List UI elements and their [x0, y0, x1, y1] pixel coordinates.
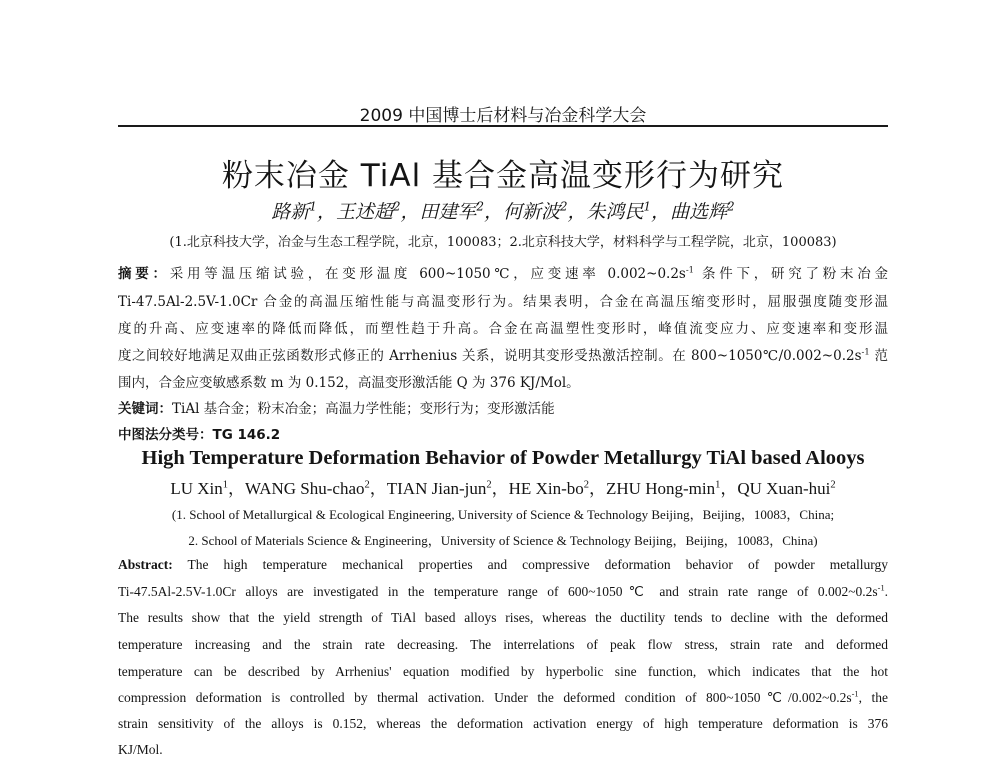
- conference-header: 2009 中国博士后材料与冶金科学大会: [359, 106, 647, 126]
- author-separator: ，: [567, 201, 587, 223]
- chinese-keywords: 关键词：TiAl 基合金；粉末冶金；高温力学性能；变形行为；变形激活能: [118, 401, 555, 417]
- english-abstract-line: Abstract: The high temperature mechanical properties and compressive deformation behavior of powder metallurgy: [118, 557, 888, 572]
- english-abstract-line: The results show that the yield strength of TiAl based alloys rises, whereas the ductility tends to decline with the deformed: [118, 610, 888, 625]
- author-affiliation-mark: 2: [583, 479, 589, 491]
- author-affiliation-mark: 1: [643, 199, 652, 214]
- english-title: High Temperature Deformation Behavior of Powder Metallurgy TiAl based Alooys: [141, 447, 865, 469]
- chinese-abstract-line: 度的升高、应变速率的降低而降低，而塑性趋于升高。合金在高温塑性变形时，峰值流变应力、应变速率和变形温: [118, 321, 888, 337]
- author-name: LU Xin: [170, 479, 223, 498]
- author-separator: ，: [589, 479, 606, 498]
- author-affiliation-mark: 2: [392, 199, 401, 214]
- author-affiliation-mark: 2: [476, 199, 484, 214]
- author-affiliation-mark: 2: [727, 199, 735, 214]
- author-affiliation-mark: 2: [830, 479, 836, 491]
- chinese-affiliation: (1.北京科技大学，冶金与生态工程学院，北京，100083；2.北京科技大学，材料科学与工程学院，北京，100083): [169, 235, 837, 250]
- author-separator: ，: [228, 479, 246, 498]
- author-separator: ，: [483, 201, 503, 223]
- english-abstract-line: temperature increasing and the strain rate decreasing. The interrelations of peak flow stress, strain rate and deformed: [118, 637, 888, 652]
- keywords-label: 关键词：: [118, 401, 172, 417]
- author-affiliation-mark: 2: [364, 479, 370, 491]
- english-authors: [118, 474, 888, 499]
- author-affiliation-mark: 1: [715, 479, 721, 491]
- chinese-authors: [118, 197, 888, 224]
- author-name: ZHU Hong-min: [606, 479, 716, 498]
- english-abstract-line: compression deformation is controlled by thermal activation. Under the deformed condition of $800\sim 1050℃/0.002\sim 0.2s^{-1}$, the: [118, 689, 888, 705]
- author-separator: ，: [316, 201, 336, 223]
- clc-label: 中图法分类号：: [118, 427, 213, 443]
- author-separator: ，: [369, 479, 387, 498]
- chinese-abstract-label: 摘要：: [118, 266, 170, 282]
- author-name: QU Xuan-hui: [737, 479, 831, 498]
- chinese-title: 粉末冶金 TiAl 基合金高温变形行为研究: [221, 158, 785, 194]
- author-name: 路新: [271, 201, 310, 223]
- english-abstract-line: strain sensitivity of the alloys is 0.152, whereas the deformation activation energy of high temperature deformation is 376: [118, 716, 888, 731]
- author-name: 田建军: [419, 201, 477, 223]
- author-name: 何新波: [503, 201, 561, 223]
- chinese-abstract-line: 围内，合金应变敏感系数 m 为 0.152，高温变形激活能 Q 为 376 KJ/Mol。: [118, 375, 580, 391]
- chinese-abstract-line: 度之间较好地满足双曲正弦函数形式修正的 Arrhenius 关系，说明其变形受热激活控制。在 $800\sim 1050℃/0.002\sim 0.2s^{-1}$ 范: [118, 346, 888, 364]
- english-abstract-line: Ti-47.5Al-2.5V-1.0Cr alloys are investigated in the temperature range of 600~1050℃ and strain rate range of $0.002\sim 0.2s^{-1}$.: [118, 583, 888, 599]
- author-affiliation-mark: 1: [222, 479, 229, 491]
- author-name: HE Xin-bo: [508, 479, 584, 498]
- author-separator: ，: [491, 479, 509, 498]
- english-abstract-line: temperature can be described by Arrhenius' equation modified by hyperbolic sine function, which indicates that the hot: [118, 664, 888, 679]
- author-name: WANG Shu-chao: [245, 479, 365, 498]
- english-abstract-line: KJ/Mol.: [118, 742, 163, 757]
- english-affiliation-1: (1. School of Metallurgical & Ecological Engineering, University of Science & Technology Beijing，Beijing，10083，China;: [171, 507, 835, 522]
- author-affiliation-mark: 2: [560, 199, 568, 214]
- english-affiliation-2: 2. School of Materials Science & Engineering，University of Science & Technology Beijing，Beijing，10083，China): [188, 533, 818, 548]
- author-separator: ，: [400, 201, 420, 223]
- chinese-clc: 中图法分类号：TG 146.2: [118, 427, 281, 443]
- author-name: 朱鸿民: [586, 201, 644, 223]
- header-rule: [118, 125, 888, 127]
- author-affiliation-mark: 1: [309, 199, 317, 214]
- author-name: 王述超: [335, 201, 393, 223]
- author-separator: ，: [720, 479, 738, 498]
- english-abstract-label: Abstract:: [118, 557, 173, 572]
- chinese-abstract-line: Ti-47.5Al-2.5V-1.0Cr 合金的高温压缩性能与高温变形行为。结果表明，合金在高温压缩变形时，屈服强度随变形温: [118, 294, 888, 310]
- author-name: TIAN Jian-jun: [386, 479, 487, 498]
- author-separator: ，: [651, 201, 671, 223]
- author-name: 曲选辉: [670, 201, 728, 223]
- author-affiliation-mark: 2: [486, 479, 492, 491]
- chinese-abstract-line: 摘要：采用等温压缩试验，在变形温度 600~1050℃，应变速率 $0.002\sim 0.2s^{-1}$ 条件下，研究了粉末冶金: [118, 264, 889, 282]
